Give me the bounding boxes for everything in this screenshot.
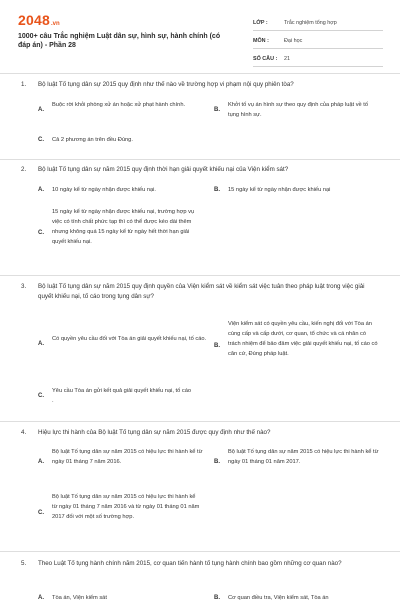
option-letter: B.: [214, 595, 220, 601]
option-b[interactable]: [214, 185, 384, 197]
meta-value: 21: [284, 55, 290, 62]
site-logo[interactable]: [18, 12, 60, 28]
option-text: Khởi tố vụ án hình sự theo quy định của pháp luật về tố tụng hình sự.: [228, 102, 369, 118]
question-divider: [0, 159, 400, 160]
question-divider: [0, 275, 400, 276]
meta-row-class: [253, 15, 383, 31]
option-text: Bộ luật Tố tụng dân sự năm 2015 có hiệu lực thi hành kể từ ngày 01 tháng 7 năm 2016 và từ ngày 01 tháng 01 năm 2017 đối với một số trường hợp.: [52, 494, 200, 520]
option-text: Cả 2 phương án trên đều Đúng.: [52, 137, 133, 143]
option-letter: B.: [214, 187, 220, 193]
meta-table: [253, 15, 383, 69]
option-a[interactable]: [38, 100, 213, 122]
option-letter: A.: [38, 341, 44, 347]
document-header: [0, 0, 400, 70]
meta-value: Trắc nghiệm tổng hợp: [284, 19, 337, 26]
option-letter: A.: [38, 107, 44, 113]
option-text: Yêu cầu Tòa án gửi kết quả giải quyết khiếu nại, tố cáo .: [52, 388, 192, 404]
option-b[interactable]: [214, 593, 384, 603]
question-number: 1.: [21, 81, 27, 88]
option-b[interactable]: [214, 319, 384, 374]
question-number: 5.: [21, 560, 27, 567]
question-text: Theo Luật Tố tụng hành chính năm 2015, cơ quan tiến hành tố tụng hành chính bao gồm những cơ quan nào?: [38, 560, 342, 567]
option-a[interactable]: [38, 593, 213, 603]
option-text: Có quyền yêu cầu đối với Tòa án giải quyết khiếu nại, tố cáo.: [52, 336, 207, 342]
option-a[interactable]: [38, 334, 213, 356]
question-text: Bộ luật Tố tụng dân sự năm 2015 quy định thời hạn giải quyết khiếu nại của Viện kiểm sát?: [38, 166, 289, 173]
option-letter: C.: [38, 510, 44, 516]
question-number: 3.: [21, 283, 27, 290]
option-letter: C.: [38, 137, 44, 143]
option-text: Viện kiểm sát có quyền yêu cầu, kiến nghị đối với Tòa án cùng cấp và cấp dưới, cơ quan, tổ chức và cá nhân có trách nhiệm để bảo đảm việc giải quyết khiếu nại, tố cáo có căn cứ, Đúng pháp luật.: [228, 321, 378, 357]
question-text: Bộ luật Tố tụng dân sự 2015 quy định như thế nào về trường hợp vi phạm nội quy phiên tòa?: [38, 81, 294, 88]
logo-suffix: .vn: [50, 21, 60, 27]
option-b[interactable]: [214, 100, 384, 122]
question-number: 4.: [21, 429, 27, 436]
question-text: Bộ luật Tố tụng dân sự năm 2015 quy định quyền của Viện kiểm sát về kiểm sát việc tuân theo pháp luật trong việc giải quyết khiếu nại, tố cáo trong tụng dân sự?: [38, 283, 365, 300]
option-b[interactable]: [214, 447, 384, 480]
meta-row-subject: [253, 33, 383, 49]
option-text: 15 ngày kể từ ngày nhận được khiếu nại, trường hợp vụ việc có tính chất phức tạp thì có thể được kéo dài thêm nhưng không quá 15 ngày kể từ ngày hết thời hạn giải quyết khiếu nại.: [52, 209, 195, 245]
option-c[interactable]: [38, 207, 213, 262]
question-divider: [0, 421, 400, 422]
option-text: Bộ luật Tố tụng dân sự năm 2015 có hiệu lực thi hành kể từ ngày 01 tháng 01 năm 2017.: [228, 449, 379, 465]
option-text: Cơ quan điều tra, Viện kiểm sát, Tòa án: [228, 595, 329, 601]
option-c[interactable]: [38, 492, 213, 536]
option-text: 15 ngày kể từ ngày nhận được khiếu nại: [228, 187, 331, 193]
option-text: Bộ luật Tố tụng dân sự năm 2015 có hiệu lực thi hành kể từ ngày 01 tháng 7 năm 2016.: [52, 449, 203, 465]
meta-label: MÔN :: [253, 37, 269, 44]
option-letter: B.: [214, 107, 220, 113]
meta-value: Đại học: [284, 37, 303, 44]
logo-text: 2048: [18, 12, 50, 28]
option-text: Buộc rời khỏi phòng xử án hoặc xử phạt hành chính.: [52, 102, 186, 108]
question-number: 2.: [21, 166, 27, 173]
option-c[interactable]: [38, 135, 238, 147]
option-a[interactable]: [38, 185, 213, 197]
meta-row-count: [253, 51, 383, 67]
option-text: Tòa án, Viện kiểm sát: [52, 595, 107, 601]
question-divider: [0, 551, 400, 552]
option-text: 10 ngày kể từ ngày nhận được khiếu nại.: [52, 187, 156, 193]
option-a[interactable]: [38, 447, 213, 480]
document-title: 1000+ câu Trắc nghiệm Luật dân sự, hình sự, hành chính (có đáp án) - Phần 28: [18, 33, 221, 49]
meta-label: SỐ CÂU :: [253, 55, 278, 62]
option-letter: A.: [38, 595, 44, 601]
header-divider: [0, 73, 400, 74]
option-letter: B.: [214, 343, 220, 349]
option-c[interactable]: [38, 386, 213, 408]
option-letter: C.: [38, 393, 44, 399]
question-text: Hiệu lực thi hành của Bộ luật Tố tụng dân sự năm 2015 được quy định như thế nào?: [38, 429, 271, 436]
option-letter: A.: [38, 459, 44, 465]
meta-label: LỚP :: [253, 19, 268, 26]
option-letter: B.: [214, 459, 220, 465]
option-letter: C.: [38, 230, 44, 236]
option-letter: A.: [38, 187, 44, 193]
